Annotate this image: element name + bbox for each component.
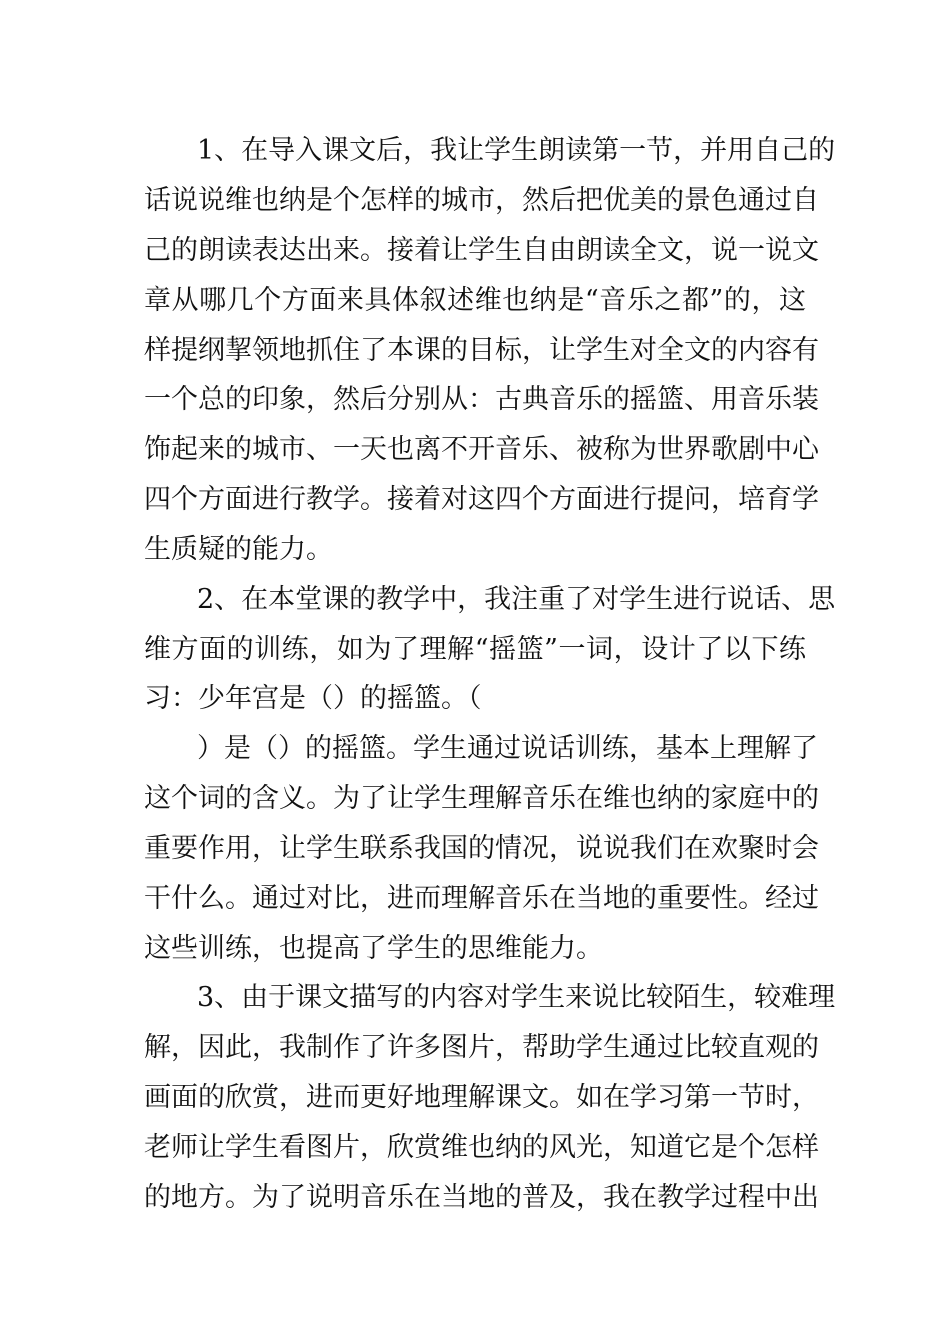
text-line: ）是（）的摇篮。学生通过说话训练，基本上理解了 (197, 733, 818, 764)
text-line: 重要作用，让学生联系我国的情况，说说我们在欢聚时会 (144, 833, 819, 864)
text-line: 1、在导入课文后，我让学生朗读第一节，并用自己的 (197, 135, 836, 166)
text-line: 饰起来的城市、一天也离不开音乐、被称为世界歌剧中心 (144, 434, 819, 465)
text-line: 解，因此，我制作了许多图片，帮助学生通过比较直观的 (144, 1032, 819, 1063)
text-line: 四个方面进行教学。接着对这四个方面进行提问，培育学 (144, 484, 819, 515)
text-line: 己的朗读表达出来。接着让学生自由朗读全文，说一说文 (144, 235, 819, 266)
text-line: 2、在本堂课的教学中，我注重了对学生进行说话、思 (197, 584, 836, 615)
text-line: 干什么。通过对比，进而理解音乐在当地的重要性。经过 (144, 883, 819, 914)
text-line: 话说说维也纳是个怎样的城市，然后把优美的景色通过自 (144, 185, 819, 216)
text-line: 老师让学生看图片，欣赏维也纳的风光，知道它是个怎样 (144, 1132, 819, 1163)
text-line: 画面的欣赏，进而更好地理解课文。如在学习第一节时， (144, 1082, 819, 1113)
text-line: 样提纲挈领地抓住了本课的目标，让学生对全文的内容有 (144, 335, 819, 366)
text-line: 一个总的印象，然后分别从：古典音乐的摇篮、用音乐装 (144, 384, 819, 415)
text-line: 这些训练，也提高了学生的思维能力。 (144, 933, 603, 964)
text-line: 习：少年宫是（）的摇篮。（ (144, 683, 482, 714)
text-line: 的地方。为了说明音乐在当地的普及，我在教学过程中出 (144, 1182, 819, 1213)
text-line: 维方面的训练，如为了理解“摇篮”一词，设计了以下练 (144, 634, 806, 665)
text-line: 这个词的含义。为了让学生理解音乐在维也纳的家庭中的 (144, 783, 819, 814)
text-line: 生质疑的能力。 (144, 534, 333, 565)
text-line: 章从哪几个方面来具体叙述维也纳是“音乐之都”的，这 (144, 285, 806, 316)
text-line: 3、由于课文描写的内容对学生来说比较陌生，较难理 (197, 982, 836, 1013)
